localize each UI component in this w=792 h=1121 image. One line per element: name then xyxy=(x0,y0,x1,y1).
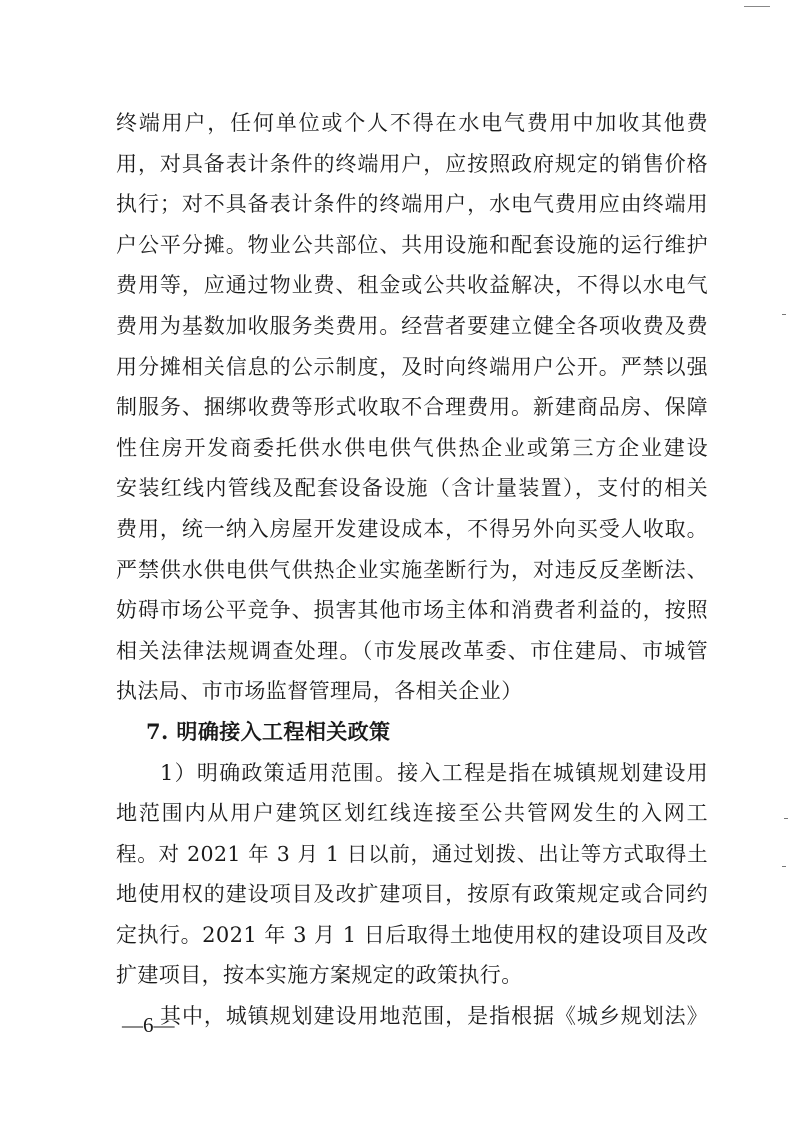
text-line: 扩建项目，按本实施方案规定的政策执行。 xyxy=(116,963,523,988)
scan-mark xyxy=(744,6,770,7)
text-line: 地使用权的建设项目及改扩建项目，按原有政策规定或合同约 xyxy=(116,882,708,907)
text-line: 相关法律法规调查处理。（市发展改革委、市住建局、市城管 xyxy=(116,638,708,663)
text-line: 费用，统一纳入房屋开发建设成本，不得另外向买受人收取。 xyxy=(116,516,708,541)
text-line: 用分摊相关信息的公示制度，及时向终端用户公开。严禁以强 xyxy=(116,354,708,379)
text-line: 户公平分摊。物业公共部位、共用设施和配套设施的运行维护 xyxy=(116,232,708,257)
text-line: 用，对具备表计条件的终端用户，应按照政府规定的销售价格 xyxy=(116,151,708,176)
text-line: 费用为基数加收服务类费用。经营者要建立健全各项收费及费 xyxy=(116,313,708,338)
text-line: 程。对 2021 年 3 月 1 日以前，通过划拨、出让等方式取得土 xyxy=(116,841,708,866)
text-line: 其中，城镇规划建设用地范围，是指根据《城乡规划法》 xyxy=(160,1004,708,1029)
body-text xyxy=(116,103,708,1037)
scan-mark xyxy=(782,314,786,315)
text-line: 定执行。2021 年 3 月 1 日后取得土地使用权的建设项目及改 xyxy=(116,922,708,947)
text-line: 妨碍市场公平竞争、损害其他市场主体和消费者利益的，按照 xyxy=(116,598,708,623)
text-line: 执法局、市市场监督管理局，各相关企业） xyxy=(116,679,523,704)
text-line: 安装红线内管线及配套设备设施（含计量装置），支付的相关 xyxy=(116,476,708,501)
text-line: 制服务、捆绑收费等形式收取不合理费用。新建商品房、保障 xyxy=(116,395,708,420)
text-line: 终端用户，任何单位或个人不得在水电气费用中加收其他费 xyxy=(116,111,708,135)
scan-mark xyxy=(784,818,788,819)
page-number: —6— xyxy=(122,1013,175,1037)
text-line: 费用等，应通过物业费、租金或公共收益解决，不得以水电气 xyxy=(116,273,708,298)
scan-mark xyxy=(782,866,786,867)
text-line: 地范围内从用户建筑区划红线连接至公共管网发生的入网工 xyxy=(116,801,708,826)
text-line: 严禁供水供电供气供热企业实施垄断行为，对违反反垄断法、 xyxy=(116,557,708,582)
text-line: 执行；对不具备表计条件的终端用户，水电气费用应由终端用 xyxy=(116,192,708,217)
text-line: 1）明确政策适用范围。接入工程是指在城镇规划建设用 xyxy=(160,760,708,785)
text-line: 性住房开发商委托供水供电供气供热企业或第三方企业建设 xyxy=(116,435,708,460)
section-heading: 7. 明确接入工程相关政策 xyxy=(146,718,391,744)
